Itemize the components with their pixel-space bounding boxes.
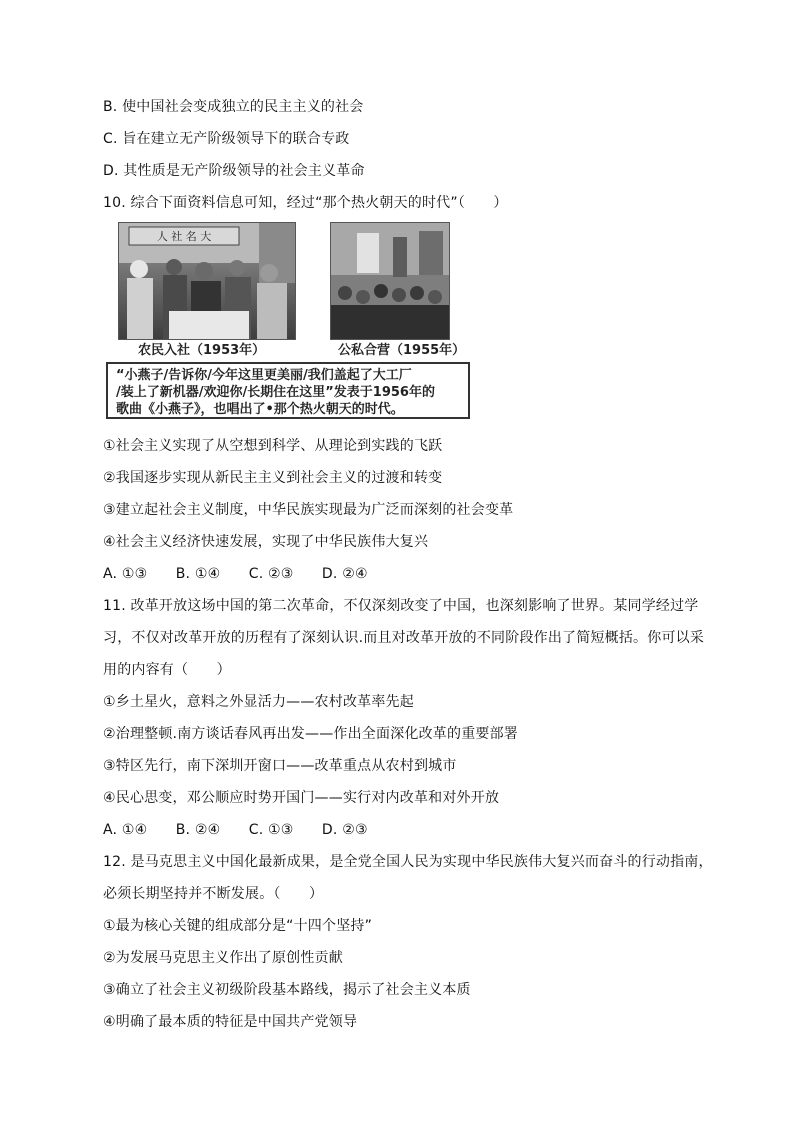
song-quote-box	[106, 362, 470, 419]
q10-item-1: ①社会主义实现了从空想到科学、从理论到实践的飞跃	[103, 438, 443, 454]
q12-item-1: ①最为核心关键的组成部分是“十四个坚持”	[103, 918, 373, 934]
quote-line: /装上了新机器/欢迎你/长期住在这里”发表于1956年的	[116, 385, 435, 400]
q10-item-4: ④社会主义经济快速发展，实现了中华民族伟大复兴	[103, 534, 429, 550]
q11-item-1: ①乡土星火，意料之外显活力——农村改革率先起	[103, 694, 414, 710]
q9-option-b: B. 使中国社会变成独立的民主主义的社会	[103, 99, 364, 115]
q9-option-c: C. 旨在建立无产阶级领导下的联合专政	[103, 131, 350, 147]
quote-line: 歌曲《小燕子》，也唱出了•那个热火朝天的时代。	[116, 402, 404, 417]
q9-option-d: D. 其性质是无产阶级领导的社会主义革命	[103, 163, 365, 179]
q10-stem: 10. 综合下面资料信息可知，经过“那个热火朝天的时代”（ ）	[103, 195, 508, 211]
q11-choices: A. ①④ B. ②④ C. ①③ D. ②③	[103, 822, 368, 838]
q12-item-2: ②为发展马克思主义作出了原创性贡献	[103, 950, 343, 966]
q11-item-4: ④民心思变，邓公顺应时势开国门——实行对内改革和对外开放	[103, 790, 500, 806]
q11-stem-line-3: 用的内容有（ ）	[103, 662, 231, 678]
q11-item-3: ③特区先行，南下深圳开窗口——改革重点从农村到城市	[103, 758, 457, 774]
quote-line: “小燕子/告诉你/今年这里更美丽/我们盖起了大工厂	[116, 368, 412, 383]
q10-item-2: ②我国逐步实现从新民主主义到社会主义的过渡和转变	[103, 470, 443, 486]
photo-farmers-illustration	[119, 223, 295, 339]
q12-item-3: ③确立了社会主义初级阶段基本路线，揭示了社会主义本质	[103, 982, 471, 998]
photo2-caption: 公私合营（1955年）	[338, 343, 466, 358]
q10-choices: A. ①③ B. ①④ C. ②③ D. ②④	[103, 566, 368, 582]
q11-stem-line-2: 习，不仅对改革开放的历程有了深刻认识.而且对改革开放的不同阶段作出了简短概括。你可以采	[103, 630, 705, 646]
q12-stem-line-1: 12. 是马克思主义中国化最新成果，是全党全国人民为实现中华民族伟大复兴而奋斗的行动指南，	[103, 854, 713, 870]
q12-stem-line-2: 必须长期坚持并不断发展。（ ）	[103, 886, 324, 902]
photo-public-private-partnership	[330, 222, 450, 340]
q11-stem-line-1: 11. 改革开放这场中国的第二次革命，不仅深刻改变了中国，也深刻影响了世界。某同学经过学	[103, 598, 699, 614]
q12-item-4: ④明确了最本质的特征是中国共产党领导	[103, 1014, 358, 1030]
photo1-caption: 农民入社（1953年）	[138, 343, 266, 358]
photo-partnership-illustration	[331, 223, 449, 339]
q11-item-2: ②治理整顿.南方谈话春风再出发——作出全面深化改革的重要部署	[103, 726, 518, 742]
photo-farmers-joining-cooperative	[118, 222, 296, 340]
photo1-banner: 人 社 名 大	[156, 230, 212, 243]
q10-item-3: ③建立起社会主义制度，中华民族实现最为广泛而深刻的社会变革	[103, 502, 514, 518]
